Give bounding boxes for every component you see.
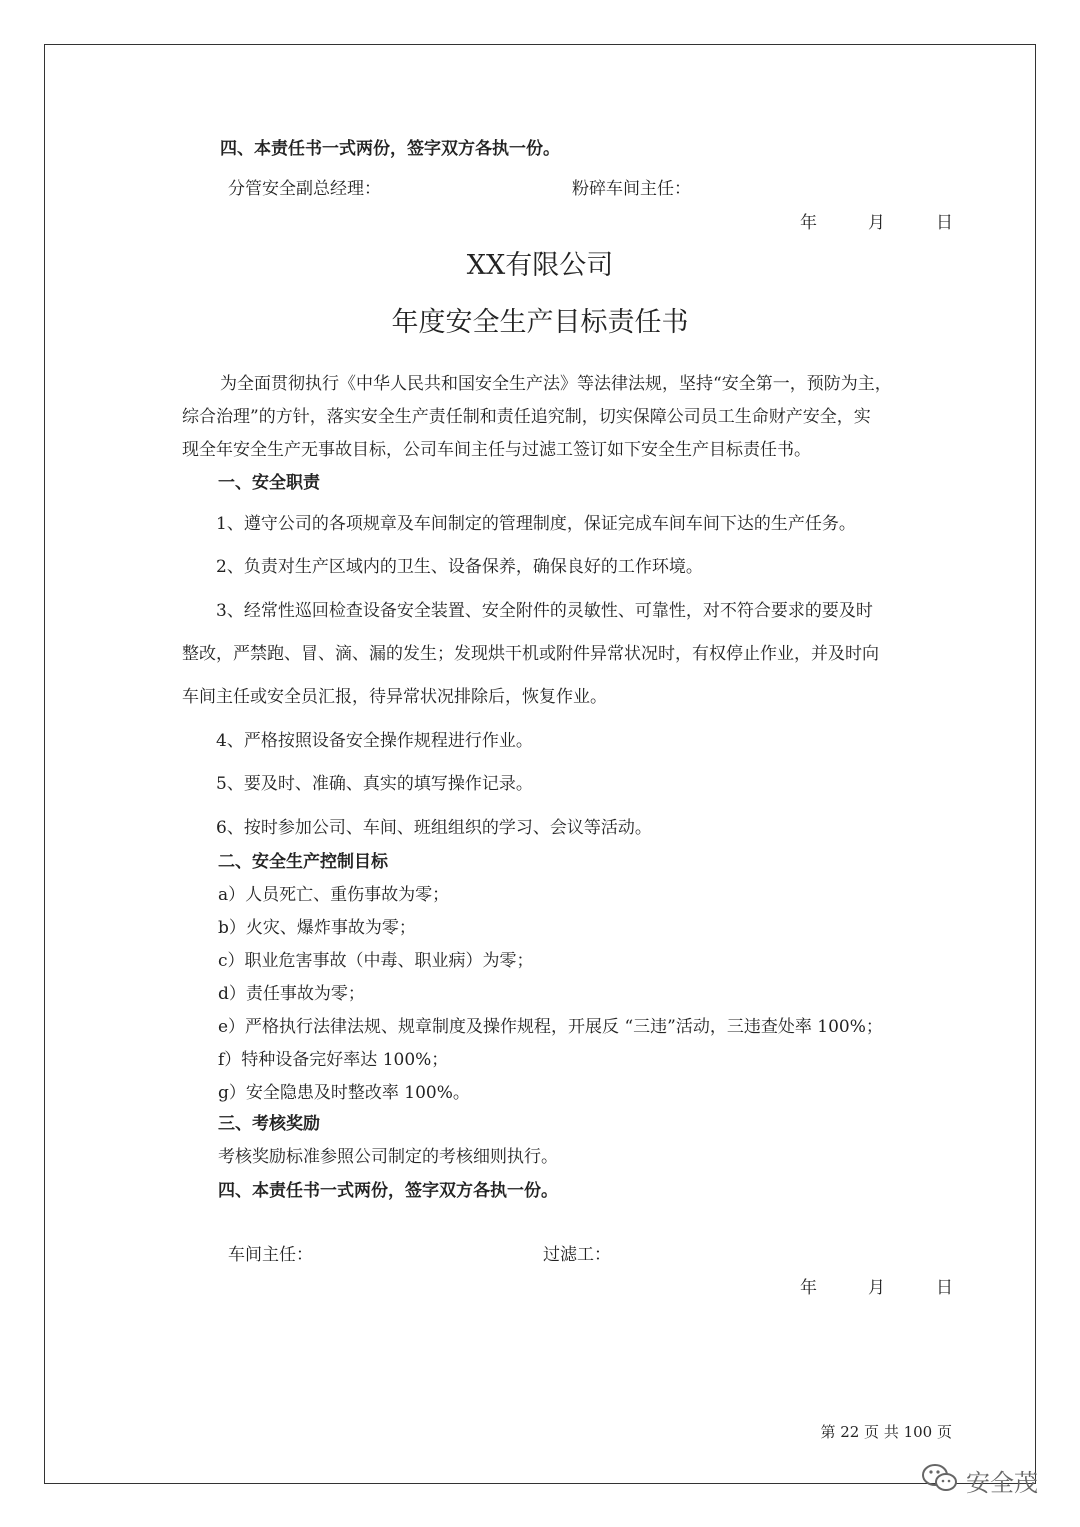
section-2-item-e: e）严格执行法律法规、规章制度及操作规程，开展反 “三违”活动，三违查处率 100%； — [218, 1017, 883, 1037]
watermark — [920, 1460, 1038, 1500]
section-3-heading: 三、考核奖励 — [218, 1114, 320, 1134]
section-1-item-1: 1、遵守公司的各项规章及车间制定的管理制度，保证完成车间车间下达的生产任务。 — [216, 514, 856, 534]
section-2-item-g: g）安全隐患及时整改率 100%。 — [218, 1083, 470, 1103]
section-1-item-3-line-2: 整改，严禁跑、冒、滴、漏的发生；发现烘干机或附件异常状况时，有权停止作业，并及时向 — [182, 644, 879, 664]
section-1-item-5: 5、要及时、准确、真实的填写操作记录。 — [216, 774, 533, 794]
watermark-text: 安全茂 — [966, 1468, 1038, 1497]
bottom-date-month: 月 — [868, 1278, 885, 1298]
section-2-item-b: b）火灾、爆炸事故为零； — [218, 918, 416, 938]
bottom-date-day: 日 — [936, 1278, 953, 1298]
top-date-year: 年 — [800, 213, 817, 233]
section-2-item-d: d）责任事故为零； — [218, 984, 365, 1004]
section-3-text: 考核奖励标准参照公司制定的考核细则执行。 — [218, 1147, 558, 1167]
signature-left-label: 车间主任： — [228, 1245, 313, 1265]
section-2-item-f: f）特种设备完好率达 100%； — [218, 1050, 449, 1070]
section-1-item-4: 4、严格按照设备安全操作规程进行作业。 — [216, 731, 533, 751]
section-1-item-3-line-1: 3、经常性巡回检查设备安全装置、安全附件的灵敏性、可靠性，对不符合要求的要及时 — [216, 601, 873, 621]
top-date-day: 日 — [936, 213, 953, 233]
top-signature-right-label: 粉碎车间主任： — [572, 179, 691, 199]
page-number: 第 22 页 共 100 页 — [820, 1423, 952, 1441]
intro-line-1: 为全面贯彻执行《中华人民共和国安全生产法》等法律法规，坚持“安全第一，预防为主， — [220, 374, 892, 394]
intro-line-2: 综合治理”的方针，落实安全生产责任制和责任追究制，切实保障公司员工生命财产安全，实 — [182, 407, 871, 427]
section-2-item-a: a）人员死亡、重伤事故为零； — [218, 885, 450, 905]
section-1-item-2: 2、负责对生产区域内的卫生、设备保养，确保良好的工作环境。 — [216, 557, 703, 577]
wechat-icon — [920, 1461, 960, 1499]
top-signature-left-label: 分管安全副总经理： — [228, 179, 381, 199]
signature-right-label: 过滤工： — [543, 1245, 611, 1265]
company-title: XX有限公司 — [466, 250, 614, 281]
section-1-item-6: 6、按时参加公司、车间、班组组织的学习、会议等活动。 — [216, 818, 652, 838]
top-clause-4: 四、本责任书一式两份，签字双方各执一份。 — [220, 139, 560, 159]
bottom-date-year: 年 — [800, 1278, 817, 1298]
section-1-item-3-line-3: 车间主任或安全员汇报，待异常状况排除后，恢复作业。 — [182, 687, 607, 707]
section-2-item-c: c）职业危害事故（中毒、职业病）为零； — [218, 951, 534, 971]
document-title: 年度安全生产目标责任书 — [391, 307, 689, 338]
intro-line-3: 现全年安全生产无事故目标，公司车间主任与过滤工签订如下安全生产目标责任书。 — [182, 440, 811, 460]
section-1-heading: 一、安全职责 — [218, 473, 320, 493]
section-4-heading: 四、本责任书一式两份，签字双方各执一份。 — [218, 1181, 558, 1201]
section-2-heading: 二、安全生产控制目标 — [218, 852, 388, 872]
top-date-month: 月 — [868, 213, 885, 233]
